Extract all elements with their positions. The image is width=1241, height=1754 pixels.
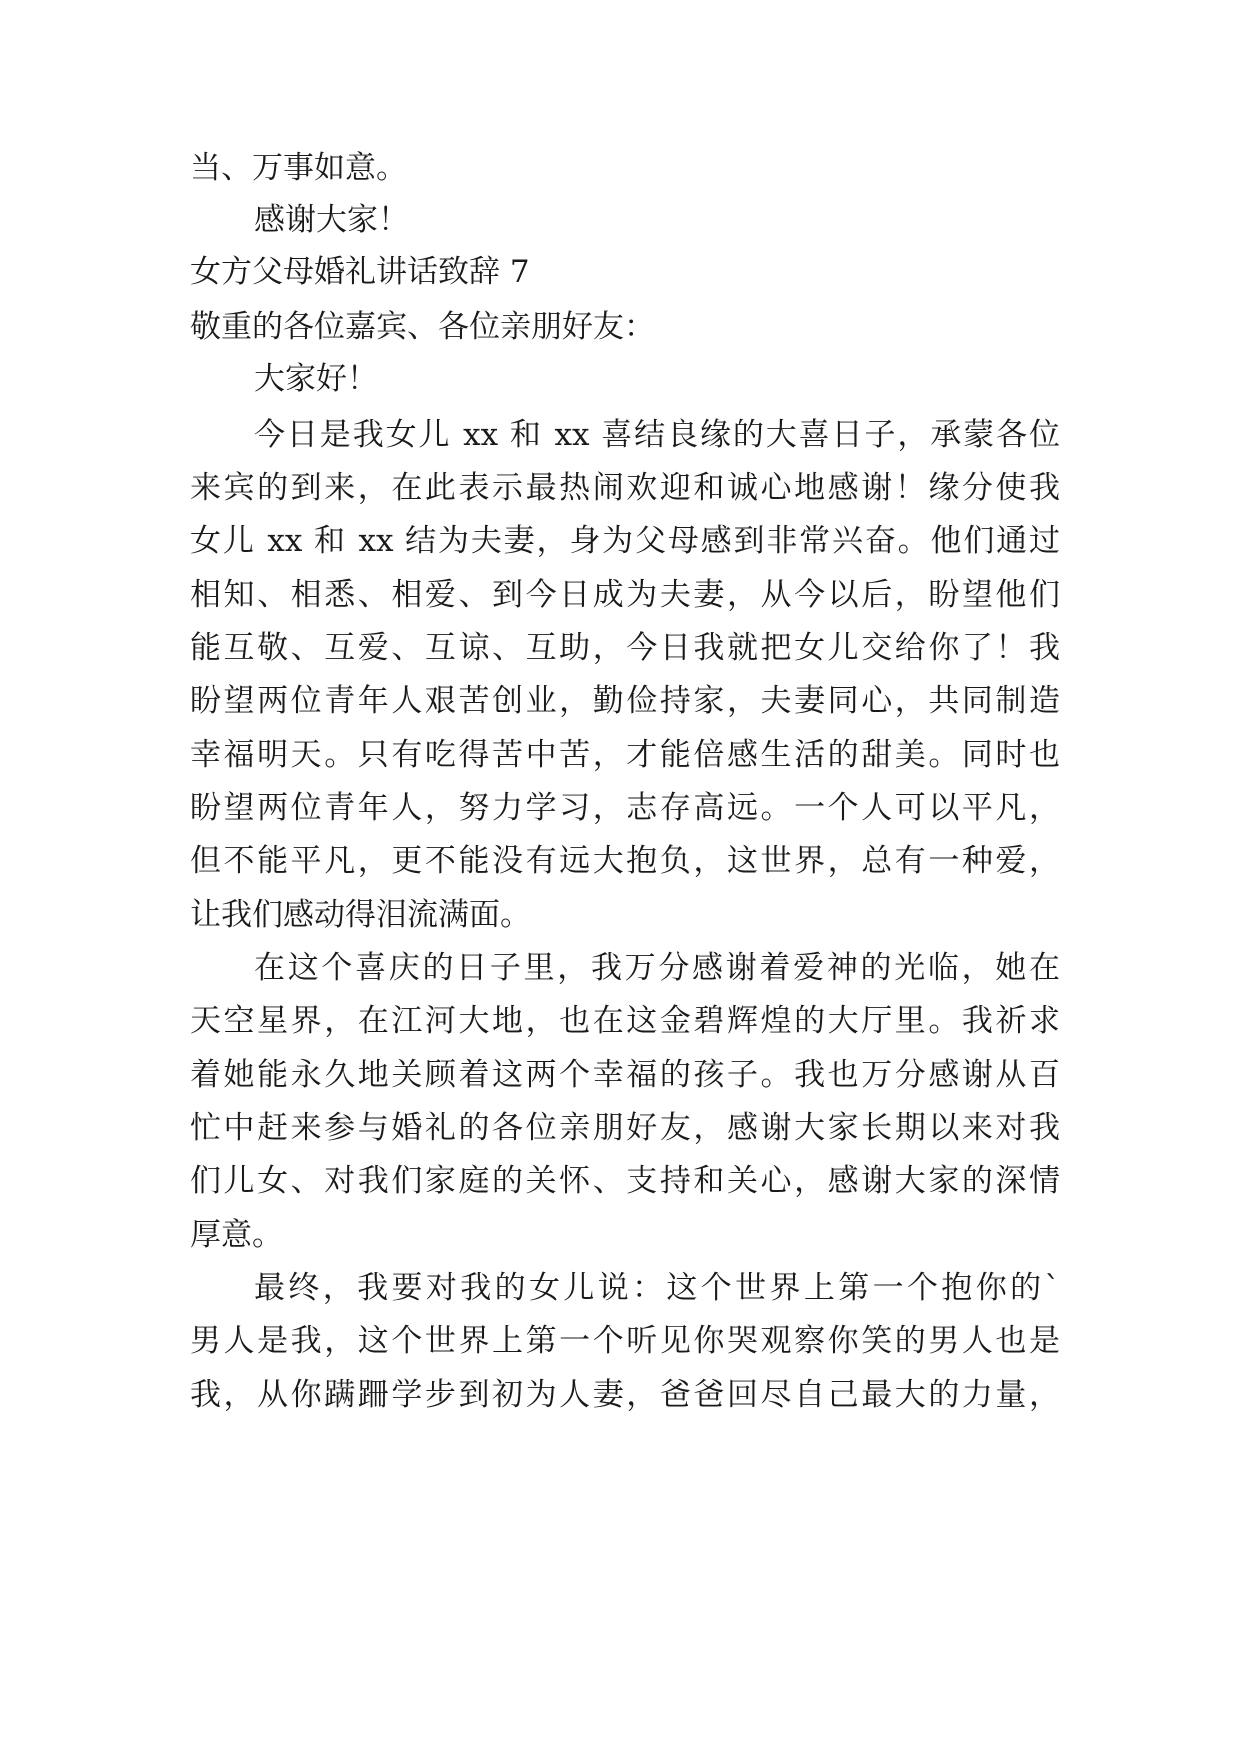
- text-line: 当、万事如意。: [190, 150, 407, 186]
- paragraph-line: 最终，我要对我的女儿说：这个世界上第一个抱你的`: [254, 1270, 1060, 1306]
- paragraph-line: 来宾的到来，在此表示最热闹欢迎和诚心地感谢！缘分使我: [190, 470, 1060, 506]
- paragraph-line: 能互敬、互爱、互谅、互助，今日我就把女儿交给你了！我: [190, 630, 1060, 666]
- paragraph-line: 着她能永久地关顾着这两个幸福的孩子。我也万分感谢从百: [190, 1057, 1060, 1093]
- paragraph-line: 幸福明天。只有吃得苦中苦，才能倍感生活的甜美。同时也: [190, 737, 1060, 773]
- paragraph-line: 我，从你蹒跚学步到初为人妻，爸爸回尽自己最大的力量，: [190, 1377, 1060, 1413]
- text-line: 感谢大家！: [254, 202, 409, 238]
- paragraph-line: 们儿女、对我们家庭的关怀、支持和关心，感谢大家的深情: [190, 1163, 1060, 1199]
- paragraph-line: 女儿 xx 和 xx 结为夫妻，身为父母感到非常兴奋。他们通过: [190, 523, 1060, 559]
- paragraph-line: 盼望两位青年人艰苦创业，勤俭持家，夫妻同心，共同制造: [190, 683, 1060, 719]
- paragraph-line: 盼望两位青年人，努力学习，志存高远。一个人可以平凡，: [190, 790, 1060, 826]
- paragraph-line: 相知、相悉、相爱、到今日成为夫妻，从今以后，盼望他们: [190, 577, 1060, 613]
- paragraph-line: 让我们感动得泪流满面。: [190, 897, 531, 933]
- section-title: 女方父母婚礼讲话致辞 7: [190, 254, 530, 290]
- paragraph-line: 忙中赶来参与婚礼的各位亲朋好友，感谢大家长期以来对我: [190, 1110, 1060, 1146]
- paragraph-line: 今日是我女儿 xx 和 xx 喜结良缘的大喜日子，承蒙各位: [254, 417, 1060, 453]
- paragraph-line: 天空星界，在江河大地，也在这金碧辉煌的大厅里。我祈求: [190, 1003, 1060, 1039]
- text-line: 大家好！: [254, 361, 378, 397]
- paragraph-line: 男人是我，这个世界上第一个听见你哭观察你笑的男人也是: [190, 1323, 1060, 1359]
- paragraph-line: 但不能平凡，更不能没有远大抱负，这世界，总有一种爱，: [190, 843, 1060, 879]
- salutation: 敬重的各位嘉宾、各位亲朋好友：: [190, 309, 655, 345]
- paragraph-line: 厚意。: [190, 1217, 283, 1253]
- paragraph-line: 在这个喜庆的日子里，我万分感谢着爱神的光临，她在: [254, 950, 1060, 986]
